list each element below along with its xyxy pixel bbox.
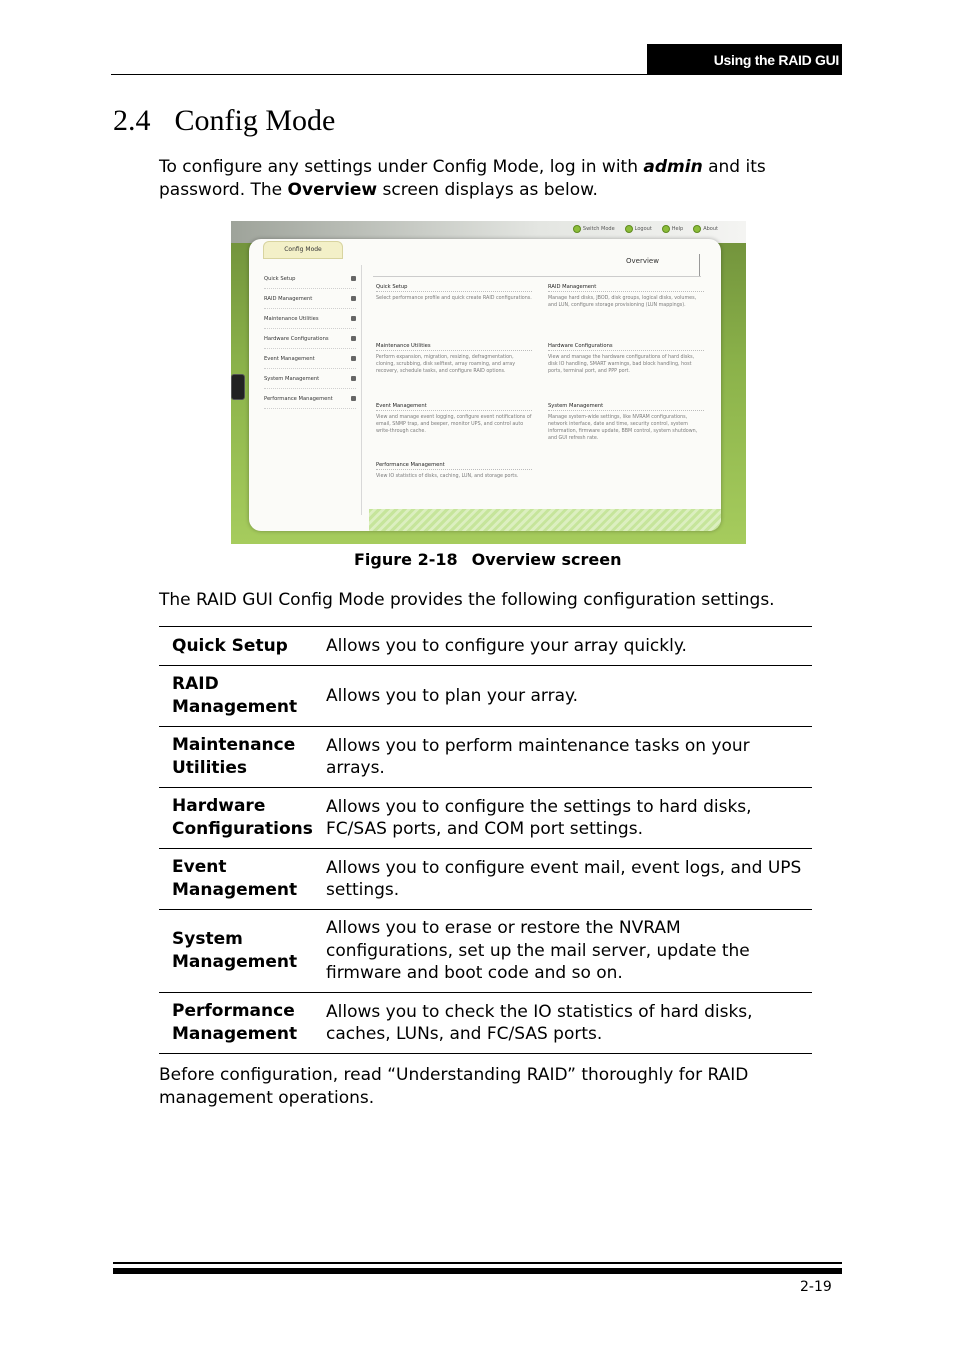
about-button[interactable] [693, 225, 718, 233]
nav-label: Event Management [264, 355, 315, 362]
card-desc: Manage system-wide settings, like NVRAM configurations, network interface, date and time, security control, system information, firmware update, BBM control, system shutdown, and GUI refresh rate. [548, 415, 698, 441]
nav-bullet-icon [351, 276, 356, 281]
card-event-management[interactable] [376, 403, 532, 435]
setting-name: Quick Setup [172, 635, 288, 656]
nav-bullet-icon [351, 316, 356, 321]
screenshot-top-buttons [573, 225, 718, 233]
figure-caption [354, 550, 622, 569]
nav-label: Hardware Configurations [264, 335, 329, 342]
settings-intro: The RAID GUI Config Mode provides the following configuration settings. [159, 590, 775, 610]
nav-item-system-management[interactable] [264, 369, 356, 389]
intro-paragraph [159, 156, 839, 202]
overview-screenshot [231, 221, 746, 544]
card-maintenance-utilities[interactable] [376, 343, 532, 375]
card-title: Hardware Configurations [548, 343, 704, 351]
nav-bullet-icon [351, 356, 356, 361]
nav-item-maintenance-utilities[interactable] [264, 309, 356, 329]
footer-rule [113, 1262, 842, 1264]
logout-icon [625, 225, 633, 233]
logout-label: Logout [634, 226, 652, 232]
page-number: 2-19 [800, 1279, 832, 1295]
about-icon [693, 225, 701, 233]
card-performance-management[interactable] [376, 462, 532, 480]
screenshot-nav [264, 269, 356, 409]
table-row [159, 665, 812, 726]
card-title: Event Management [376, 403, 532, 411]
setting-desc: Allows you to configure event mail, event logs, and UPS settings. [326, 857, 802, 900]
panel-stripe [369, 509, 721, 531]
setting-desc: Allows you to configure the settings to hard disks, FC/SAS ports, and COM port settings. [326, 796, 752, 839]
card-hardware-configurations[interactable] [548, 343, 704, 375]
help-button[interactable] [662, 225, 683, 233]
nav-bullet-icon [351, 396, 356, 401]
admin-term: admin [643, 157, 703, 177]
section-heading [113, 104, 335, 138]
card-desc: View and manage the hardware configurations of hard disks, disk IO handling, SMART warnings, bad block handling, host ports, terminal port, and PPP port. [548, 355, 695, 374]
footer-rule-thick [113, 1268, 842, 1274]
nav-item-performance-management[interactable] [264, 389, 356, 409]
nav-item-quick-setup[interactable] [264, 269, 356, 289]
setting-name: Event Management [172, 857, 298, 900]
nav-item-hardware-configurations[interactable] [264, 329, 356, 349]
title-underline [373, 276, 701, 277]
card-title: Quick Setup [376, 284, 532, 292]
section-title: Config Mode [174, 104, 336, 137]
header-rule [111, 74, 648, 75]
tab-config-mode[interactable]: Config Mode [263, 241, 343, 259]
setting-name: Performance Management [172, 1001, 298, 1044]
about-label: About [703, 226, 718, 232]
overview-term: Overview [287, 180, 378, 200]
switch-mode-icon [573, 225, 581, 233]
nav-bullet-icon [351, 336, 356, 341]
card-system-management[interactable] [548, 403, 704, 442]
intro-text: screen displays as below. [377, 180, 598, 200]
table-row [159, 626, 812, 665]
nav-bullet-icon [351, 296, 356, 301]
help-label: Help [671, 226, 684, 232]
nav-label: Quick Setup [264, 275, 296, 282]
switch-mode-label: Switch Mode [582, 226, 615, 232]
setting-name: Maintenance Utilities [172, 735, 296, 778]
setting-desc: Allows you to erase or restore the NVRAM configurations, set up the mail server, update the firmware and boot code and so on. [326, 918, 750, 984]
nav-divider [361, 265, 362, 515]
nav-label: Maintenance Utilities [264, 315, 319, 322]
nav-label: RAID Management [264, 295, 313, 302]
card-desc: Perform expansion, migration, resizing, defragmentation, cloning, scrubbing, disk selftest, array roaming, and array recovery, schedule tasks, and configure RAID options. [376, 355, 516, 374]
table-row [159, 787, 812, 848]
switch-mode-button[interactable] [573, 225, 615, 233]
logout-button[interactable] [625, 225, 652, 233]
setting-name: Hardware Configurations [172, 796, 313, 839]
card-title: Performance Management [376, 462, 532, 470]
screenshot-page-title: Overview [626, 257, 659, 265]
setting-desc: Allows you to configure your array quickly. [326, 635, 687, 656]
nav-label: System Management [264, 375, 320, 382]
setting-name: System Management [172, 929, 298, 972]
header-chapter-tab: Using the RAID GUI [647, 44, 842, 75]
nav-bullet-icon [351, 376, 356, 381]
table-row [159, 726, 812, 787]
section-number: 2.4 [113, 104, 151, 137]
setting-desc: Allows you to check the IO statistics of hard disks, caches, LUNs, and FC/SAS ports. [326, 1001, 753, 1044]
title-divider [699, 254, 700, 276]
settings-table [159, 626, 812, 1054]
nav-label: Performance Management [264, 395, 333, 402]
figure-caption-text: Overview screen [471, 550, 622, 569]
card-desc: Manage hard disks, JBOD, disk groups, logical disks, volumes, and LUN, configure storage provisioning (LUN mappings). [548, 296, 697, 308]
setting-name: RAID Management [172, 674, 298, 717]
nav-item-raid-management[interactable] [264, 289, 356, 309]
closing-paragraph: Before configuration, read “Understanding RAID” thoroughly for RAID management operations. [159, 1065, 749, 1108]
figure-label: Figure 2-18 [354, 550, 458, 569]
table-row [159, 992, 812, 1054]
card-quick-setup[interactable] [376, 284, 532, 302]
card-title: System Management [548, 403, 704, 411]
help-icon [662, 225, 670, 233]
setting-desc: Allows you to plan your array. [326, 685, 579, 706]
table-row [159, 909, 812, 992]
side-handle-icon[interactable] [231, 374, 245, 400]
card-desc: View IO statistics of disks, caching, LUN, and storage ports. [376, 474, 519, 479]
card-title: Maintenance Utilities [376, 343, 532, 351]
card-desc: Select performance profile and quick create RAID configurations. [376, 296, 532, 301]
nav-item-event-management[interactable] [264, 349, 356, 369]
card-raid-management[interactable] [548, 284, 704, 309]
table-row [159, 848, 812, 909]
intro-text: To configure any settings under Config Mode, log in with [159, 157, 644, 177]
card-desc: View and manage event logging, configure event notifications of email, SNMP trap, and beeper, monitor UPS, and control auto write-through cache. [376, 415, 532, 434]
intro-text: and its password. The [159, 157, 766, 200]
setting-desc: Allows you to perform maintenance tasks on your arrays. [326, 735, 750, 778]
card-title: RAID Management [548, 284, 704, 292]
